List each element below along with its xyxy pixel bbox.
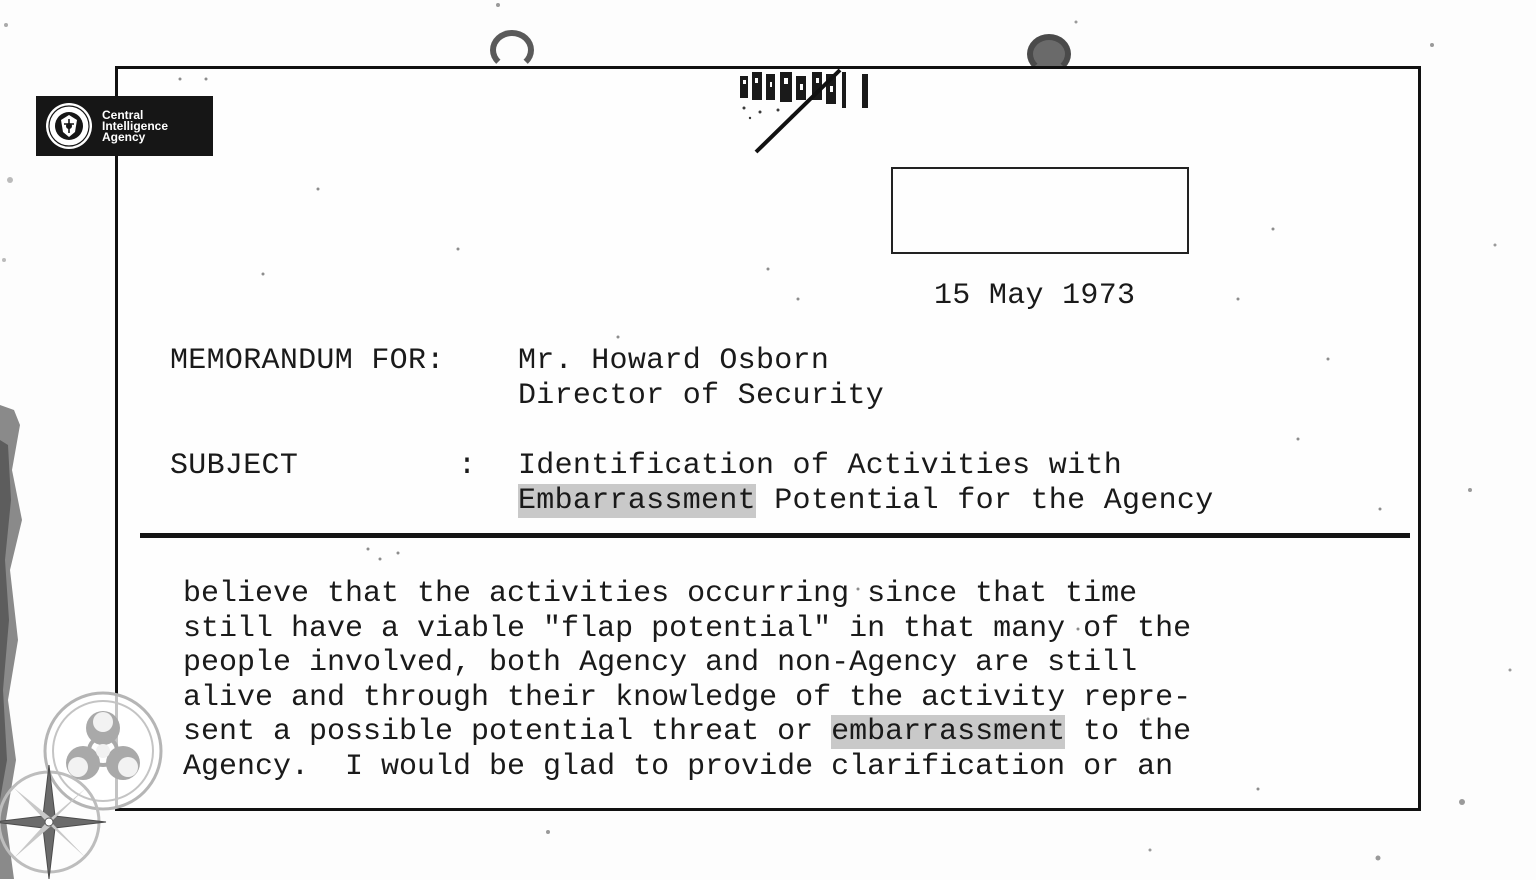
logo-line-3: Agency: [102, 129, 146, 144]
memo-date: 15 May 1973: [934, 279, 1136, 313]
subject-line-1: Identification of Activities with: [518, 449, 1122, 483]
body-line-5-pre: sent a possible potential threat or: [183, 715, 832, 749]
body-line-1: believe that the activities occurring since that time: [183, 577, 1138, 611]
recipient-title: Director of Security: [518, 379, 885, 413]
body-line-5-post: to the: [1065, 715, 1192, 749]
body-highlight: embarrassment: [831, 715, 1066, 749]
struck-out-classification-stamp-icon: [730, 66, 880, 156]
subject-highlight: Embarrassment: [518, 484, 756, 518]
distressed-edge: [0, 0, 30, 879]
header-divider: [140, 533, 1410, 538]
memorandum-for-label: MEMORANDUM FOR:: [170, 344, 445, 378]
body-line-2: still have a viable "flap potential" in that many of the: [183, 611, 1192, 646]
redaction-box: [891, 167, 1189, 254]
body-line-4: alive and through their knowledge of the activity repre-: [183, 680, 1192, 715]
cia-logo: [36, 96, 213, 156]
memo-recipient: [518, 344, 884, 414]
body-line-3: people involved, both Agency and non-Agency are still: [183, 646, 1138, 680]
recipient-name: Mr. Howard Osborn: [518, 344, 830, 378]
subject-colon: :: [458, 449, 477, 483]
punch-hole-left: [490, 30, 534, 70]
subject-text: [518, 449, 1214, 519]
logo-line-1: Central: [102, 107, 144, 122]
logo-line-2: Intelligence: [102, 118, 169, 133]
subject-line-2-rest: Potential for the Agency: [755, 484, 1214, 518]
subject-label: SUBJECT: [170, 449, 299, 483]
cia-seal-icon: [44, 101, 94, 151]
body-line-6: Agency. I would be glad to provide clarification or an: [183, 749, 1174, 784]
memo-body: [183, 577, 1191, 784]
compass-star-icon: [0, 760, 114, 880]
